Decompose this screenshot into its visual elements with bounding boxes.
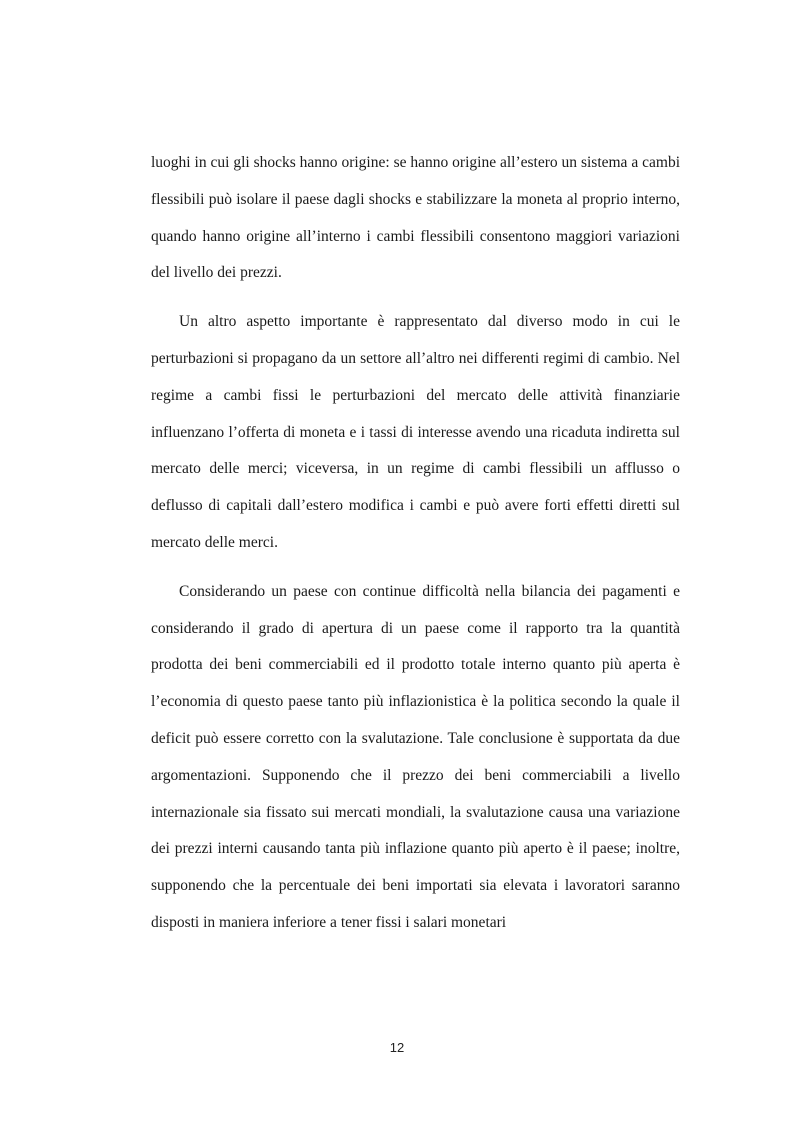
body-text <box>151 145 680 942</box>
paragraph-2: Un altro aspetto importante è rappresentato dal diverso modo in cui le perturbazioni si propagano da un settore all’altro nei differenti regimi di cambio. Nel regime a cambi fissi le perturbazioni del mercato delle attività finanziarie influenzano l’offerta di moneta e i tassi di interesse avendo una ricaduta indiretta sul mercato delle merci; viceversa, in un regime di cambi flessibili un afflusso o deflusso di capitali dall’estero modifica i cambi e può avere forti effetti diretti sul mercato delle merci. <box>151 313 680 551</box>
paragraph-1: luoghi in cui gli shocks hanno origine: se hanno origine all’estero un sistema a cambi flessibili può isolare il paese dagli shocks e stabilizzare la moneta al proprio interno, quando hanno origine all’interno i cambi flessibili consentono maggiori variazioni del livello dei prezzi. <box>151 154 680 282</box>
paragraph-3: Considerando un paese con continue difficoltà nella bilancia dei pagamenti e considerando il grado di apertura di un paese come il rapporto tra la quantità prodotta dei beni commerciabili ed il prodotto totale interno quanto più aperta è l’economia di questo paese tanto più inflazionistica è la politica secondo la quale il deficit può essere corretto con la svalutazione. Tale conclusione è supportata da due argomentazioni. Supponendo che il prezzo dei beni commerciabili a livello internazionale sia fissato sui mercati mondiali, la svalutazione causa una variazione dei prezzi interni causando tanta più inflazione quanto più aperto è il paese; inoltre, supponendo che la percentuale dei beni importati sia elevata i lavoratori saranno disposti in maniera inferiore a tener fissi i salari monetari <box>151 582 680 931</box>
page-number: 12 <box>389 1040 405 1055</box>
